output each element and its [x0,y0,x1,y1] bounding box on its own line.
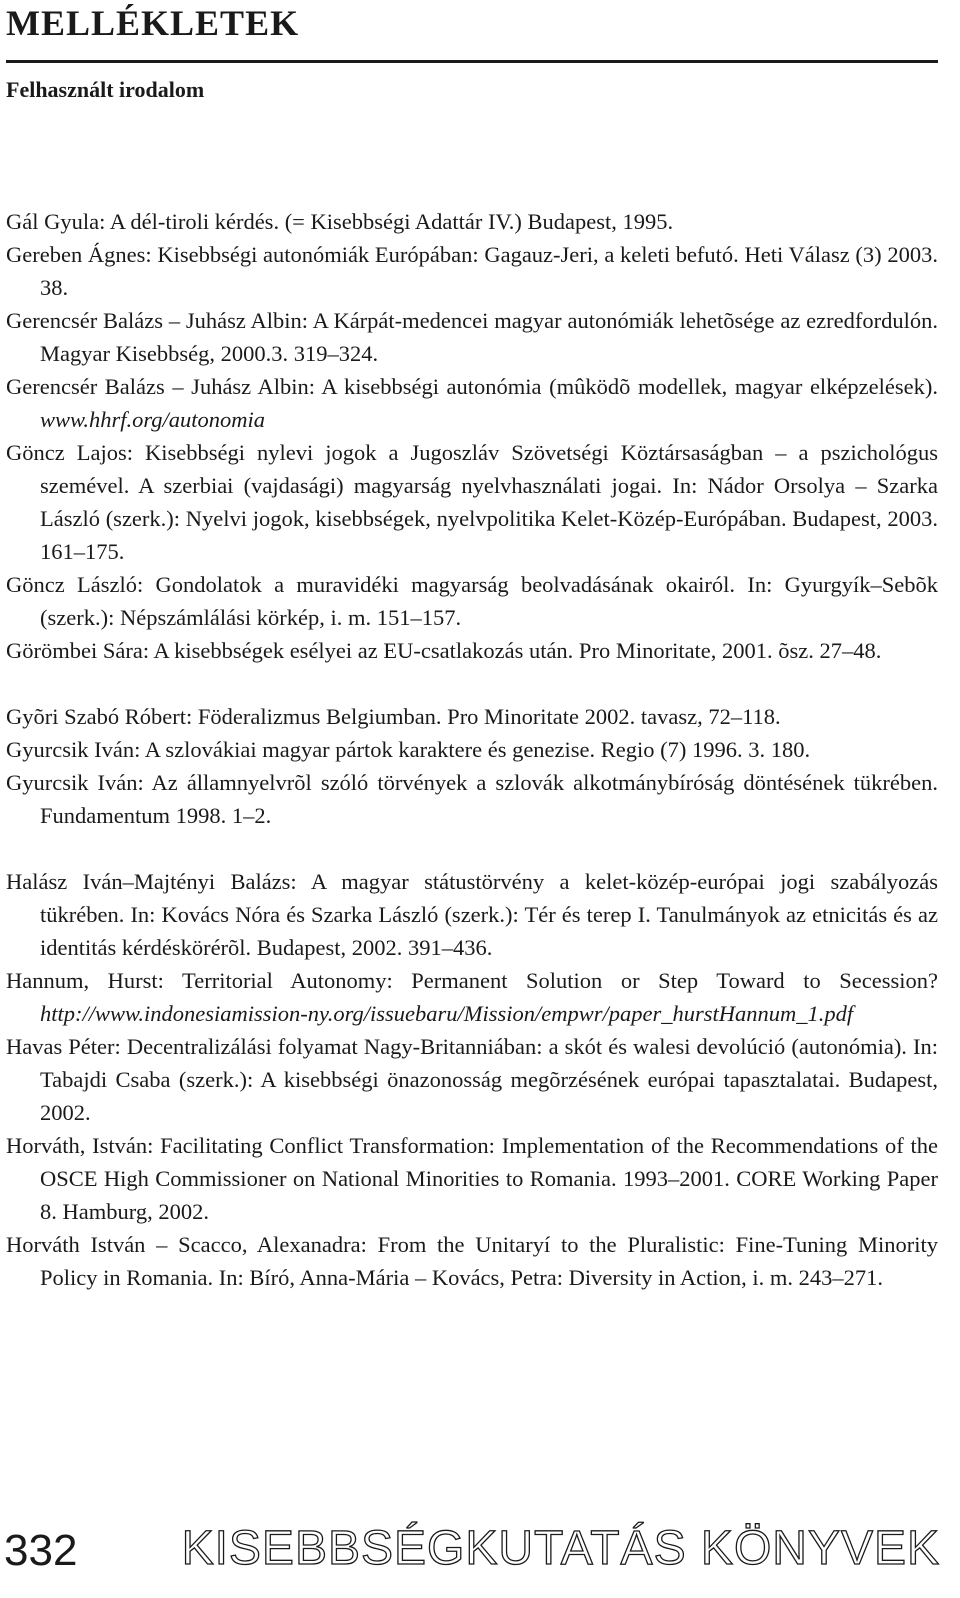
bibliography-entry: Gerencsér Balázs – Juhász Albin: A kisebbségi autonómia (mûködõ modellek, magyar elképzelések). www.hhrf.org/autonomia [6,374,938,432]
bibliography-list [6,205,938,1294]
bibliography-entry: Gyurcsik Iván: A szlovákiai magyar pártok karaktere és genezise. Regio (7) 1996. 3. 180. [6,737,811,762]
bibliography-entry: Horváth István – Scacco, Alexanadra: From the Unitaryí to the Pluralistic: Fine-Tuning Minority Policy in Romania. In: Bíró, Anna-Mária – Kovács, Petra: Diversity in Action, i. m. 243–271. [6,1232,938,1290]
bibliography-entry: Gereben Ágnes: Kisebbségi autonómiák Európában: Gagauz-Jeri, a keleti befutó. Heti Válasz (3) 2003. 38. [6,242,938,300]
bibliography-entry: Göncz László: Gondolatok a muravidéki magyarság beolvadásának okairól. In: Gyurgyík–Sebõk (szerk.): Népszámlálási körkép, i. m. 151–157. [6,572,938,630]
title-rule [6,60,938,63]
bibliography-entry: Hannum, Hurst: Territorial Autonomy: Permanent Solution or Step Toward to Secession? http://www.indonesiamission-ny.org/issuebaru/Mission/empwr/paper_hurstHannum_1.pdf [6,968,938,1026]
series-title: KISEBBSÉGKUTATÁS KÖNYVEK [181,1522,940,1575]
entry-url[interactable]: http://www.indonesiamission-ny.org/issuebaru/Mission/empwr/paper_hurstHannum_1.pdf [40,1001,854,1026]
page-title: MELLÉKLETEK [6,3,300,43]
bibliography-entry: Gyõri Szabó Róbert: Föderalizmus Belgiumban. Pro Minoritate 2002. tavasz, 72–118. [6,704,781,729]
section-heading: Felhasznált irodalom [6,77,205,102]
page-number: 332 [4,1526,78,1575]
bibliography-entry: Havas Péter: Decentralizálási folyamat Nagy-Britanniában: a skót és walesi devolúció (autonómia). In: Tabajdi Csaba (szerk.): A kisebbségi önazonosság megõrzésének európai tapasztalatai. Budapest, 2002. [6,1034,938,1125]
bibliography-entry: Görömbei Sára: A kisebbségek esélyei az EU-csatlakozás után. Pro Minoritate, 2001. õsz. 27–48. [6,638,882,663]
bibliography-entry: Horváth, István: Facilitating Conflict Transformation: Implementation of the Recommendations of the OSCE High Commissioner on National Minorities to Romania. 1993–2001. CORE Working Paper 8. Hamburg, 2002. [6,1133,938,1224]
bibliography-entry: Gál Gyula: A dél-tiroli kérdés. (= Kisebbségi Adattár IV.) Budapest, 1995. [6,209,674,234]
entry-url[interactable]: www.hhrf.org/autonomia [40,407,266,432]
bibliography-entry: Göncz Lajos: Kisebbségi nylevi jogok a Jugoszláv Szövetségi Köztársaságban – a pszichológus szemével. A szerbiai (vajdasági) magyarság nyelvhasználati jogai. In: Nádor Orsolya – Szarka László (szerk.): Nyelvi jogok, kisebbségek, nyelvpolitika Kelet-Közép-Európában. Budapest, 2003. 161–175. [6,440,938,564]
bibliography-entry: Gyurcsik Iván: Az államnyelvrõl szóló törvények a szlovák alkotmánybíróság döntésének tükrében. Fundamentum 1998. 1–2. [6,770,938,828]
bibliography-entry: Gerencsér Balázs – Juhász Albin: A Kárpát-medencei magyar autonómiák lehetõsége az ezredfordulón. Magyar Kisebbség, 2000.3. 319–324. [6,308,938,366]
bibliography-entry: Halász Iván–Majtényi Balázs: A magyar státustörvény a kelet-közép-európai jogi szabályozás tükrében. In: Kovács Nóra és Szarka László (szerk.): Tér és terep I. Tanulmányok az etnicitás és az identitás kérdéskörérõl. Budapest, 2002. 391–436. [6,869,938,960]
